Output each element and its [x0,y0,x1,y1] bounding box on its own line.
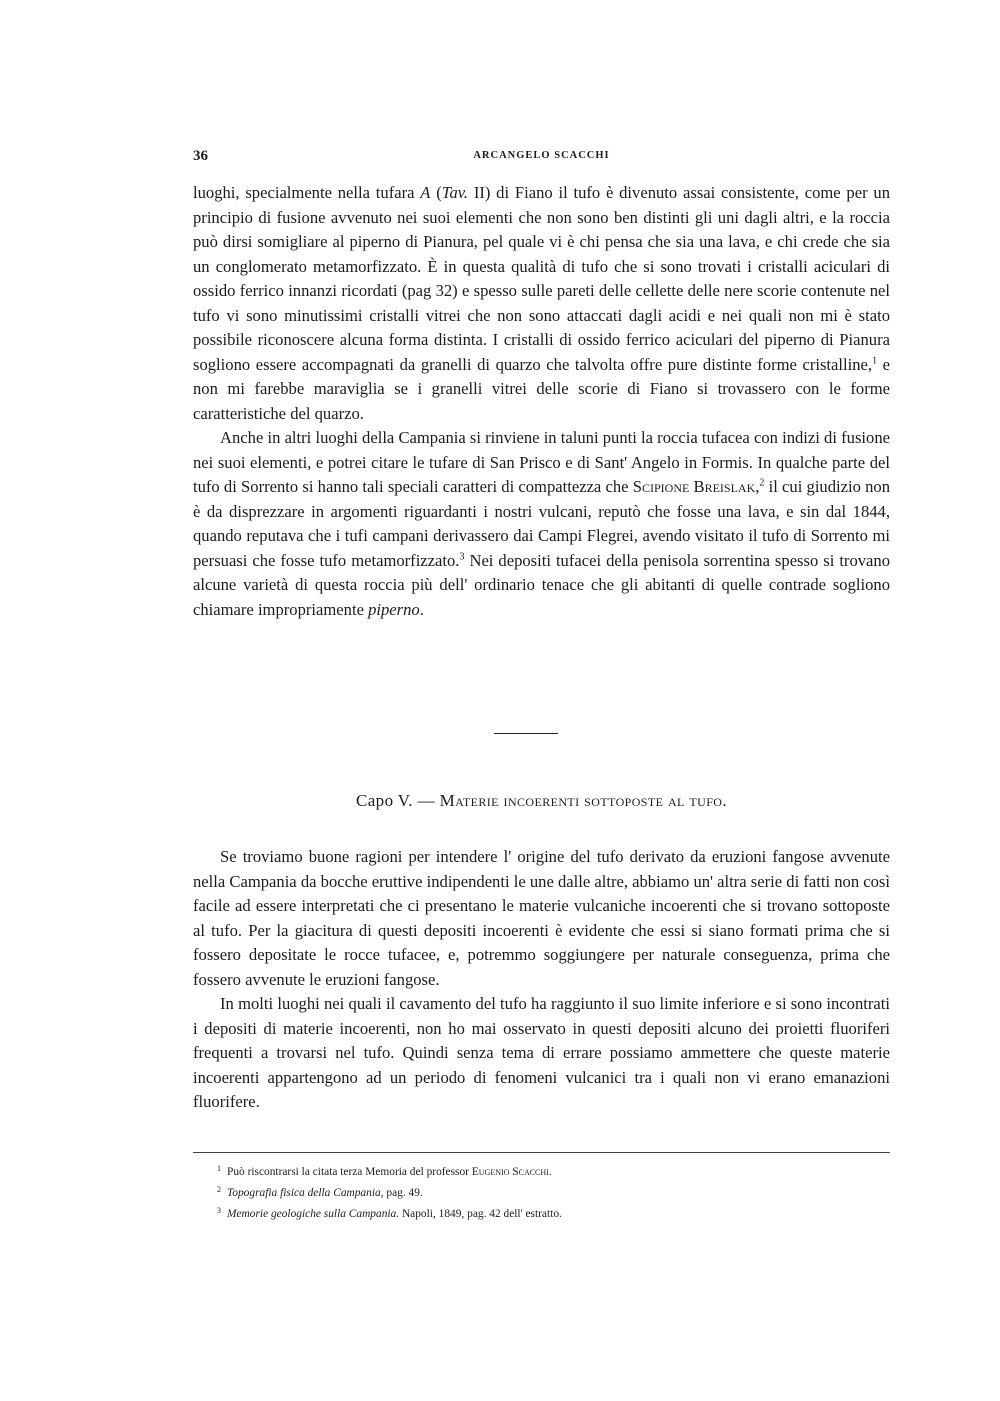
chapter-title: Materie incoerenti sottoposte al tufo. [439,791,727,810]
paragraph: Anche in altri luoghi della Campania si rinviene in taluni punti la roccia tufacea con indizi di fusione nei suoi elementi, e potrei citare le tufare di San Prisco e di Sant' Angelo in Formis. In qualche parte del tufo di Sorrento si hanno tali speciali caratteri di compattezza che Scipione Breislak,$^2$ il cui giudizio non è da disprezzare in argomenti riguardanti i nostri vulcani, reputò che fosse una lava, e sin dal 1844, quando reputava che i tufi campani derivassero dai Campi Flegrei, avendo visitato il tufo di Sorrento mi persuasi che fosse tufo metamorfizzato.$^3$ Nei depositi tufacei della penisola sorrentina spesso si trovano alcune varietà di questa roccia più dell' ordinario tenace che gli abitanti di quelle contrade sogliono chiamare impropriamente piperno. [193,428,891,619]
footnote-1: $^1$ Può riscontrarsi la citata terza Memoria del professor Eugenio Scacchi. [217,1164,552,1178]
chapter-label: Capo V. — [355,791,440,810]
footnote-marker: 3 [459,550,465,562]
footnote-marker: 1 [872,354,878,366]
text-block-upper [193,181,890,622]
paragraph: Se troviamo buone ragioni per intendere l' origine del tufo derivato da eruzioni fangose avvenute nella Campania da bocche eruttive indipendenti le une dalle altre, abbiamo un' altra serie di fatti non così facile ad essere interpretati che ci presentano le materie vulcaniche incoerenti che si trovano sottoposte al tufo. Per la giacitura di questi depositi incoerenti è evidente che essi si siano formati prima che si fossero depositate le rocce tufacee, e, potremmo soggiungere per naturale conseguenza, prima che fossero avvenute le eruzioni fangose. [193,847,890,989]
section-separator [494,733,558,734]
plate-reference: Tav. [441,183,469,202]
footnote-rule [193,1152,890,1153]
footnote-2: $^2$ Topografia fisica della Campania, pag. 49. [217,1185,423,1199]
footnote-marker: 2 [759,477,765,489]
paragraph: luoghi, specialmente nella tufara A (Tav. II) di Fiano il tufo è divenuto assai consistente, come per un principio di fusione avvenuto nei suoi elementi che non sono ben distinti gli uni dagli altri, e la roccia può dirsi somigliare al piperno di Pianura, pel quale vi è chi pensa che sia una lava, e chi crede che sia un conglomerato metamorfizzato. È in questa qualità di tufo che si sono trovati i cristalli aciculari di ossido ferrico innanzi ricordati (pag 32) e spesso sulle pareti delle cellette delle nere scorie contenute nel tufo vi sono minutissimi cristalli vitrei che non sono attaccati dagli acidi e nei quali non mi è stato possibile riconoscere alcuna forma distinta. I cristalli di ossido ferrico aciculari del piperno di Pianura sogliono essere accompagnati da granelli di quarzo che talvolta offre pure distinte forme cristalline,$^1$ e non mi farebbe maraviglia se i granelli vitrei delle scorie di Fiano si trovassero con le forme caratteristiche del quarzo. [193,183,891,423]
paragraph: In molti luoghi nei quali il cavamento del tufo ha raggiunto il suo limite inferiore e si sono incontrati i depositi di materie incoerenti, non ho mai osservato in questi depositi alcuno dei proietti fluoriferi frequenti a trovarsi nel tufo. Quindi senza tema di errare possiamo ammettere che queste materie incoerenti appartengono ad un periodo di fenomeni vulcanici tra i quali non vi erano emanazioni fluorifere. [193,994,890,1111]
author-name: Scipione Breislak, [632,477,760,496]
italic-term: piperno [368,599,420,619]
author-name: Eugenio Scacchi. [471,1166,552,1178]
footnote-3: $^3$ Memorie geologiche sulla Campania. Napoli, 1849, pag. 42 dell' estratto. [217,1206,562,1220]
page-number: 36 [193,148,208,164]
running-head [193,148,890,168]
chapter-heading [193,791,890,811]
footnotes [217,1160,887,1223]
running-title: ARCANGELO SCACCHI [473,150,610,161]
figure-reference: A [420,183,431,202]
text-block-lower [193,845,890,1115]
